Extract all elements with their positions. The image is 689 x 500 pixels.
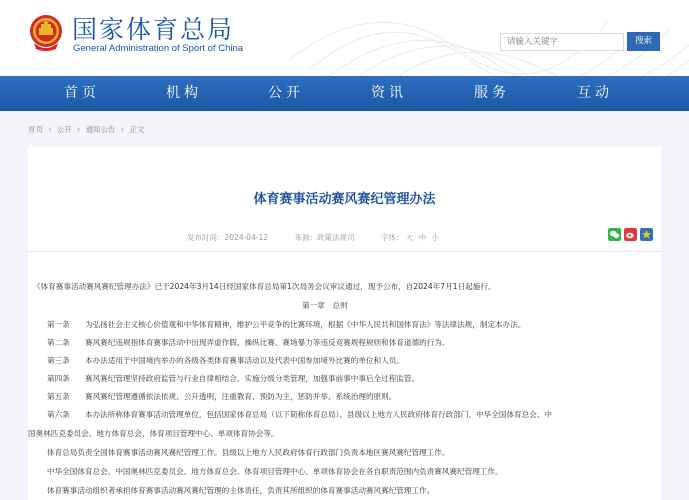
site-header bbox=[0, 0, 689, 76]
publish-date: 2024-04-12 bbox=[224, 233, 269, 242]
article-clause bbox=[47, 373, 419, 384]
article-title: 体育赛事活动赛风赛纪管理办法 bbox=[253, 192, 436, 207]
nav-item-organization[interactable]: 机构 bbox=[166, 85, 202, 101]
search-input[interactable] bbox=[500, 33, 624, 51]
font-size-small[interactable]: 小 bbox=[431, 233, 440, 242]
article-meta bbox=[187, 232, 439, 243]
article-clause bbox=[47, 337, 450, 348]
clause-paragraph: 体育总局负责全国体育赛事活动赛风赛纪管理工作。县级以上地方人民政府体育行政部门负责本地区赛风赛纪管理工作。 bbox=[47, 448, 450, 457]
article-clause bbox=[47, 355, 404, 366]
content-area bbox=[0, 111, 689, 500]
wechat-icon[interactable] bbox=[608, 228, 621, 241]
clause-paragraph: 体育赛事活动组织者承担体育赛事活动赛风赛纪管理的主体责任，负责其所组织的体育赛事活动赛风赛纪管理工作。 bbox=[47, 486, 435, 495]
clause-label: 第三条 bbox=[47, 356, 70, 365]
font-size-medium[interactable]: 中 bbox=[418, 233, 427, 242]
search-button[interactable]: 搜索 bbox=[627, 32, 660, 51]
breadcrumb-public[interactable]: 公开 bbox=[56, 125, 72, 134]
breadcrumb bbox=[28, 124, 147, 135]
clause-text: 赛风赛纪管理遵循依法依规、公开透明，注重教育、预防为主，惩防并举、系统治理的原则。 bbox=[85, 392, 397, 401]
breadcrumb-current: 正文 bbox=[129, 125, 145, 134]
clause-text: 为弘扬社会主义核心价值观和中华体育精神，维护公平竞争的比赛环境，根据《中华人民共和国体育法》等法律法规，制定本办法。 bbox=[85, 320, 526, 329]
breadcrumb-notices[interactable]: 通知公告 bbox=[85, 125, 116, 134]
site-logo-subtitle: General Administration of Sport of China bbox=[73, 43, 244, 54]
clause-text: 赛风赛纪违规指体育赛事活动中出现弄虚作假、操纵比赛、赛场暴力等违反竞赛规程规则和体育道德的行为。 bbox=[85, 338, 450, 347]
clause-label: 第六条 bbox=[47, 410, 70, 419]
clause-label: 第四条 bbox=[47, 374, 70, 383]
article-clause bbox=[47, 319, 525, 330]
clause-text: 本办法所称体育赛事活动管理单位，包括国家体育总局（以下简称体育总局）、县级以上地方人民政府体育行政部门、中华全国体育总会、中 bbox=[85, 410, 553, 419]
breadcrumb-separator: › bbox=[77, 125, 81, 134]
font-size-label: 字体： bbox=[380, 233, 404, 242]
chapter-heading: 第一章 总则 bbox=[302, 301, 348, 310]
national-emblem-icon[interactable] bbox=[28, 13, 64, 53]
clause-text: 赛风赛纪管理坚持政府监管与行业自律相结合、实施分级分类管理，加强事前事中事后全过程监管。 bbox=[85, 374, 420, 383]
clause-paragraph: 中华全国体育总会、中国奥林匹克委员会、地方体育总会、体育项目管理中心、单项体育协会在各自职责范围内负责赛风赛纪管理工作。 bbox=[47, 467, 503, 476]
nav-item-services[interactable]: 服务 bbox=[474, 85, 510, 101]
header-decoration bbox=[269, 0, 689, 76]
nav-item-news[interactable]: 资讯 bbox=[371, 85, 407, 101]
favorite-icon[interactable] bbox=[640, 228, 653, 241]
clause-continuation: 国奥林匹克委员会、地方体育总会、体育项目管理中心、单项体育协会等。 bbox=[28, 429, 279, 438]
clause-label: 第五条 bbox=[47, 392, 70, 401]
article-clause bbox=[47, 391, 396, 402]
article-source: 政策法规司 bbox=[316, 233, 355, 242]
clause-label: 第一条 bbox=[47, 320, 70, 329]
article-panel bbox=[28, 147, 661, 500]
clause-text: 本办法适用于中国境内举办的各级各类体育赛事活动以及代表中国参加境外比赛的单位和人员。 bbox=[85, 356, 404, 365]
site-logo-title[interactable]: 国家体育总局 bbox=[72, 15, 235, 44]
font-size-large[interactable]: 大 bbox=[405, 233, 414, 242]
breadcrumb-home[interactable]: 首页 bbox=[28, 125, 43, 134]
weibo-icon[interactable] bbox=[624, 228, 637, 241]
article-intro: 《体育赛事活动赛风赛纪管理办法》已于2024年3月14日经国家体育总局第1次局务会议审议通过，现予公布，自2024年7月1日起施行。 bbox=[33, 282, 496, 291]
nav-item-public[interactable]: 公开 bbox=[268, 85, 304, 101]
main-nav bbox=[0, 76, 689, 111]
meta-divider bbox=[28, 251, 661, 252]
article-clause bbox=[47, 409, 552, 420]
nav-item-interaction[interactable]: 互动 bbox=[577, 85, 613, 101]
clause-label: 第二条 bbox=[47, 338, 70, 347]
nav-item-home[interactable]: 首页 bbox=[64, 85, 100, 101]
breadcrumb-separator: › bbox=[48, 125, 52, 134]
breadcrumb-separator: › bbox=[120, 125, 124, 134]
date-label: 发布时间： bbox=[187, 233, 225, 242]
source-label: 来源： bbox=[294, 233, 317, 242]
